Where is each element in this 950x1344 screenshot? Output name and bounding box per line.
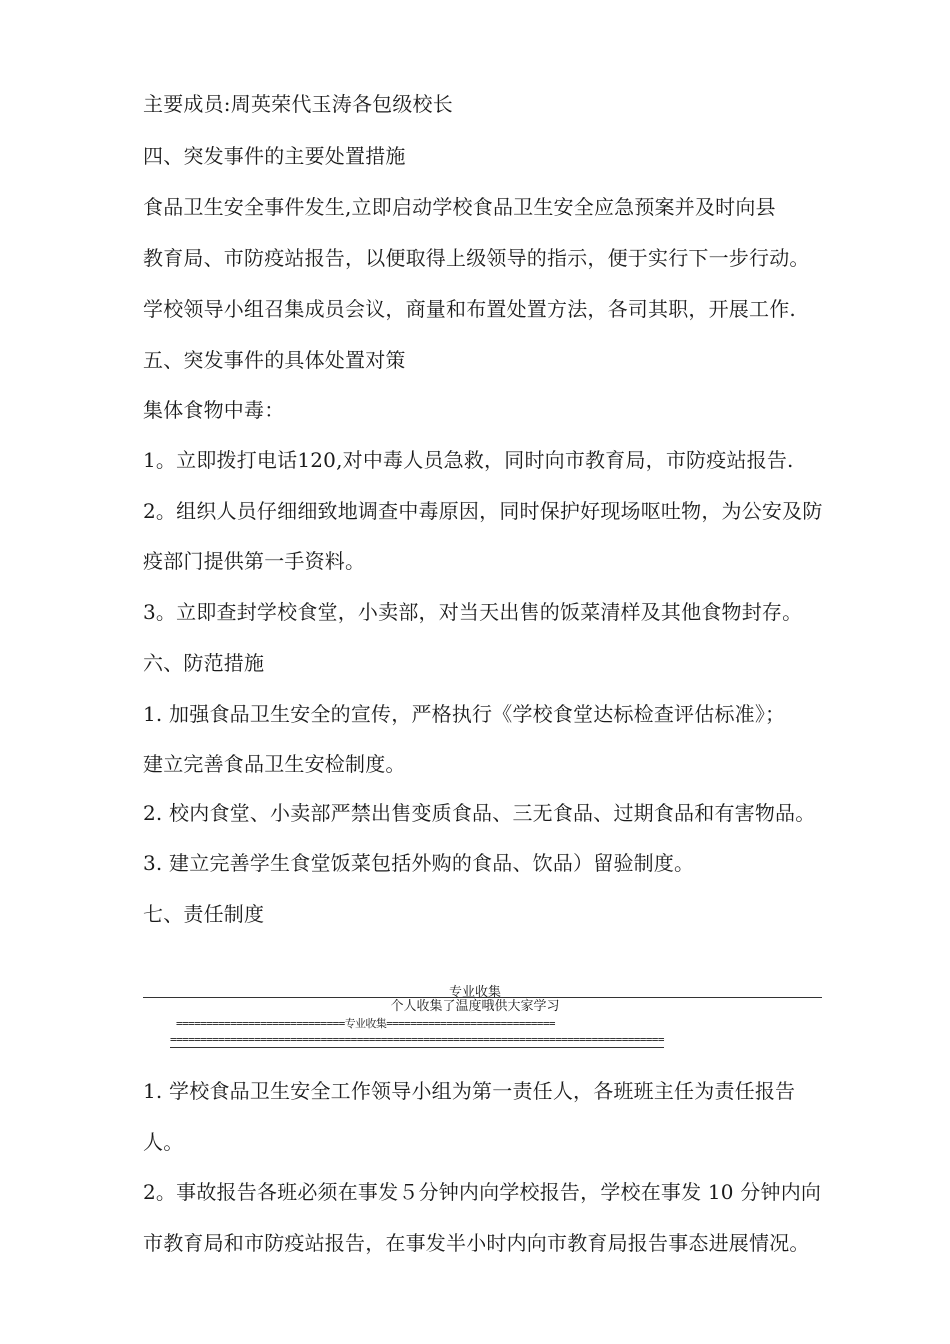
footer-subtitle: 个人收集了温度哦供大家学习 xyxy=(390,999,560,1014)
list-item-continuation: 疫部门提供第一手资料。 xyxy=(143,549,366,573)
section-5-heading: 五、突发事件的具体处置对策 xyxy=(143,348,406,372)
section-6-heading: 六、防范措施 xyxy=(143,651,265,675)
subheading-food-poisoning: 集体食物中毒： xyxy=(143,398,285,422)
list-item-continuation: 人。 xyxy=(143,1130,184,1154)
list-item: 1。立即拨打电话120,对中毒人员急救，同时向市教育局，市防疫站报告. xyxy=(143,448,794,472)
paragraph-line: 学校领导小组召集成员会议，商量和布置处置方法，各司其职，开展工作. xyxy=(143,297,796,321)
list-item: 1. 学校食品卫生安全工作领导小组为第一责任人，各班班主任为责任报告 xyxy=(143,1079,796,1103)
list-item: 1. 加强食品卫生安全的宣传，严格执行《学校食堂达标检查评估标准》； xyxy=(143,702,786,726)
section-4-heading: 四、突发事件的主要处置措施 xyxy=(143,144,406,168)
footer-separator-line: ================================================================================== xyxy=(170,1033,664,1046)
section-7-heading: 七、责任制度 xyxy=(143,902,265,926)
footer-separator-line: ============================专业收集============================ xyxy=(176,1017,555,1030)
list-item-continuation: 建立完善食品卫生安检制度。 xyxy=(143,752,406,776)
members-line: 主要成员:周英荣代玉涛各包级校长 xyxy=(143,92,453,116)
paragraph-line: 食品卫生安全事件发生,立即启动学校食品卫生安全应急预案并及时向县 xyxy=(143,195,776,219)
paragraph-line: 教育局、市防疫站报告，以便取得上级领导的指示，便于实行下一步行动。 xyxy=(143,246,810,270)
list-item-continuation: 市教育局和市防疫站报告，在事发半小时内向市教育局报告事态进展情况。 xyxy=(143,1231,810,1255)
list-item: 3。立即查封学校食堂，小卖部，对当天出售的饭菜清样及其他食物封存。 xyxy=(143,600,803,624)
footer-divider xyxy=(143,997,822,998)
list-item: 3. 建立完善学生食堂饭菜包括外购的食品、饮品）留验制度。 xyxy=(143,851,695,875)
list-item: 2。组织人员仔细细致地调查中毒原因，同时保护好现场呕吐物，为公安及防 xyxy=(143,499,823,523)
list-item: 2. 校内食堂、小卖部严禁出售变质食品、三无食品、过期食品和有害物品。 xyxy=(143,801,816,825)
list-item: 2。事故报告各班必须在事发５分钟内向学校报告，学校在事发 10 分钟内向 xyxy=(143,1180,822,1204)
footer-title: 专业收集 xyxy=(448,985,501,1000)
